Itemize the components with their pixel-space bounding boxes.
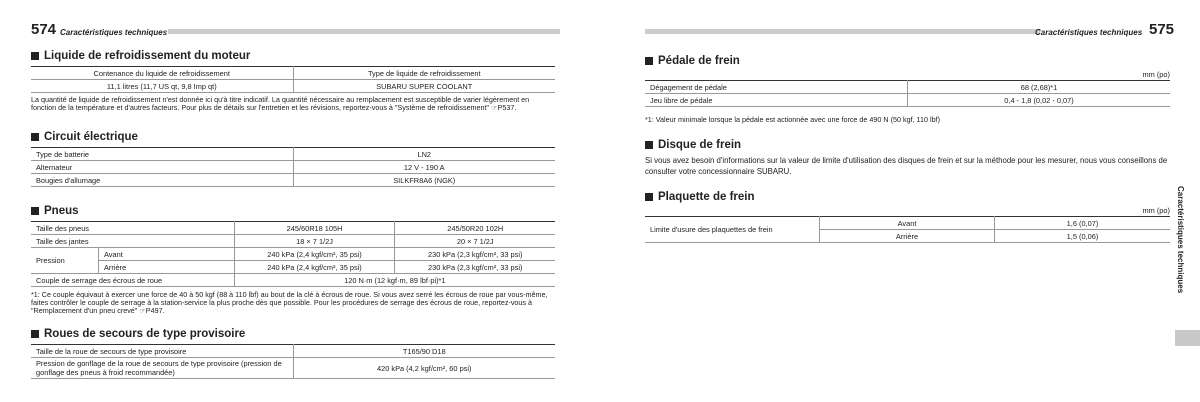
table-row <box>31 174 555 187</box>
bullet-square-icon <box>31 330 39 338</box>
cell: Alternateur <box>31 161 293 174</box>
cell: Pression de gonflage de la roue de secours de type provisoire (pression de gonflage des pneus à froid recommandée) <box>31 358 293 379</box>
section-title-text: Pneus <box>44 205 79 217</box>
header-cell: Type de liquide de refroidissement <box>293 67 555 80</box>
cell: Avant <box>820 217 995 230</box>
tires-table <box>31 221 555 287</box>
section-title-text: Roues de secours de type provisoire <box>44 328 246 340</box>
section-title-text: Disque de frein <box>658 139 742 151</box>
bullet-square-icon <box>645 141 653 149</box>
cell: Avant <box>99 248 235 261</box>
cell: LN2 <box>293 148 555 161</box>
cell: 18 × 7 1/2J <box>234 235 395 248</box>
cell: 12 V - 190 A <box>293 161 555 174</box>
side-tab-marker <box>1175 330 1200 346</box>
cell: Taille des pneus <box>31 222 234 235</box>
cell: Arrière <box>99 261 235 274</box>
cell: 230 kPa (2,3 kgf/cm², 33 psi) <box>395 248 555 261</box>
section-title-text: Plaquette de frein <box>658 191 755 203</box>
cell: SUBARU SUPER COOLANT <box>293 80 555 93</box>
electric-table <box>31 147 555 187</box>
pad-table <box>645 216 1170 243</box>
bullet-square-icon <box>645 57 653 65</box>
pedal-footnote: *1: Valeur minimale lorsque la pédale est actionnée avec une force de 490 N (50 kgf, 110 lbf) <box>645 115 940 124</box>
cell: 240 kPa (2,4 kgf/cm², 35 psi) <box>234 248 395 261</box>
bullet-square-icon <box>31 207 39 215</box>
section-title-text: Pédale de frein <box>658 55 740 67</box>
coolant-table <box>31 66 555 93</box>
running-header: Caractéristiques techniques <box>60 28 168 37</box>
cell: Jeu libre de pédale <box>645 94 908 107</box>
section-title <box>31 131 138 143</box>
side-tab-label: Caractéristiques techniques <box>1176 186 1185 294</box>
cell: 120 N·m (12 kgf·m, 89 lbf·pi)*1 <box>234 274 555 287</box>
section-title <box>645 139 741 151</box>
header-bar <box>645 29 1040 34</box>
bullet-square-icon <box>31 133 39 141</box>
table-row <box>31 161 555 174</box>
cell: 1,6 (0,07) <box>995 217 1171 230</box>
section-title <box>31 205 79 217</box>
cell: Arrière <box>820 230 995 243</box>
tires-footnote: *1: Ce couple équivaut à exercer une force de 40 à 50 kgf (88 à 110 lbf) au bout de la clé à écrous de roue. Si vous avez serré les écrous de roue par vous-même, faites contrôler le couple de serrage à la station-service la plus proche dès que possible. Pour les procédures de serrage des écrous de roue, reportez-vous à "Remplacement d'un pneu crevé" ☞P497. <box>31 290 548 315</box>
bullet-square-icon <box>31 52 39 60</box>
cell: Taille des jantes <box>31 235 234 248</box>
bullet-square-icon <box>645 193 653 201</box>
unit-label: mm (po) <box>1142 206 1170 215</box>
section-title-text: Liquide de refroidissement du moteur <box>44 50 251 62</box>
cell: 245/50R20 102H <box>395 222 555 235</box>
cell: T165/90 D18 <box>293 345 555 358</box>
header-bar <box>168 29 560 34</box>
section-title-text: Circuit électrique <box>44 131 138 143</box>
section-title <box>645 191 755 203</box>
section-title <box>31 50 250 62</box>
cell: 230 kPa (2,3 kgf/cm², 33 psi) <box>395 261 555 274</box>
running-header: Caractéristiques techniques <box>1035 28 1143 37</box>
coolant-note: La quantité de liquide de refroidissement n'est donnée ici qu'à titre indicatif. La quantité nécessaire au remplacement est susceptible de varier légèrement en fonction de la température et d'autres facteurs. Pour plus de détails sur l'entretien et les révisions, reportez-vous à "Système de refroidissement" ☞P537. <box>31 95 530 112</box>
page-number: 575 <box>1149 21 1175 38</box>
cell: SILKFR8A6 (NGK) <box>293 174 555 187</box>
unit-label: mm (po) <box>1142 70 1170 79</box>
cell: 420 kPa (4,2 kgf/cm², 60 psi) <box>293 358 555 379</box>
cell: 245/60R18 105H <box>234 222 395 235</box>
cell: Taille de la roue de secours de type provisoire <box>31 345 293 358</box>
cell: Bougies d'allumage <box>31 174 293 187</box>
cell: 68 (2,68)*1 <box>908 81 1171 94</box>
cell: 20 × 7 1/2J <box>395 235 555 248</box>
header-cell: Contenance du liquide de refroidissement <box>31 67 293 80</box>
cell: Couple de serrage des écrous de roue <box>31 274 234 287</box>
cell: 1,5 (0,06) <box>995 230 1171 243</box>
cell: 0,4 - 1,8 (0,02 - 0,07) <box>908 94 1171 107</box>
cell: 11,1 litres (11,7 US qt, 9,8 Imp qt) <box>31 80 293 93</box>
cell: Type de batterie <box>31 148 293 161</box>
cell: Dégagement de pédale <box>645 81 908 94</box>
section-title <box>31 328 245 340</box>
cell: Limite d'usure des plaquettes de frein <box>645 217 820 243</box>
cell: Pression <box>31 248 99 274</box>
spare-table <box>31 344 555 379</box>
cell: 240 kPa (2,4 kgf/cm², 35 psi) <box>234 261 395 274</box>
table-row <box>31 148 555 161</box>
disc-text: Si vous avez besoin d'informations sur la valeur de limite d'utilisation des disques de frein et sur la méthode pour les mesurer, nous vous conseillons de consulter votre concessionnaire SUBARU. <box>645 156 1168 176</box>
pedal-table <box>645 80 1170 107</box>
section-title <box>645 55 740 67</box>
page-number: 574 <box>31 21 57 38</box>
